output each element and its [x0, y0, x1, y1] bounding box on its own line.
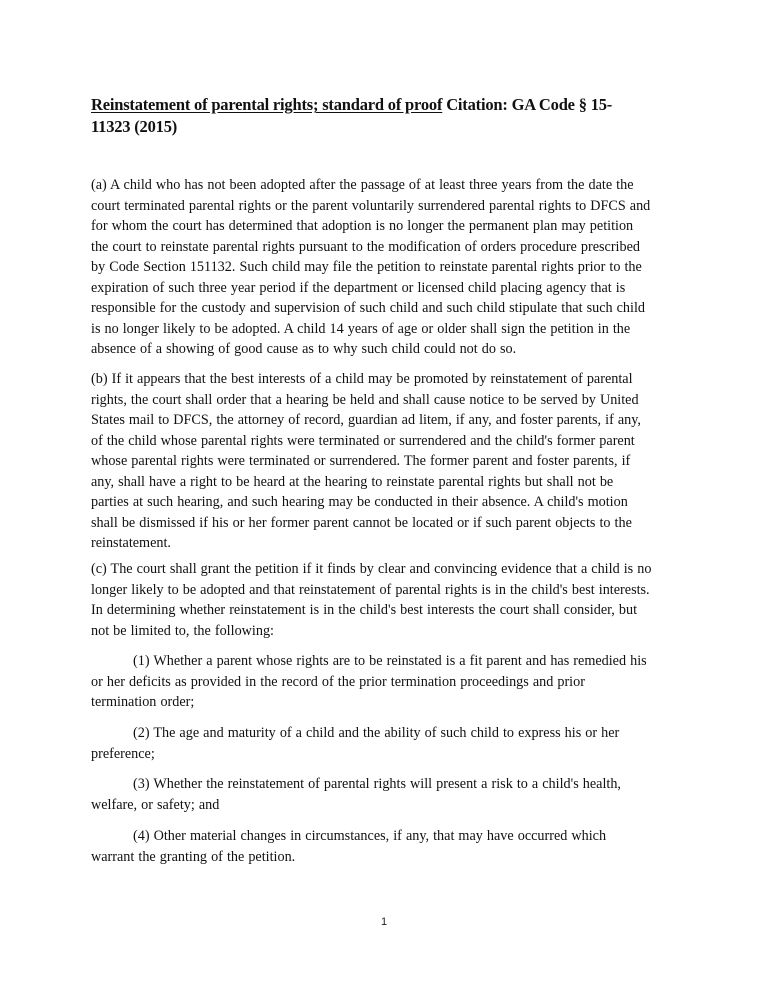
section-a-line: court terminated parental rights or the parent voluntarily surrendered parental rights to DFCS and	[91, 197, 651, 214]
section-c-line: (c) The court shall grant the petition if it finds by clear and convincing evidence that a child is no	[91, 561, 652, 577]
section-a-line: is no longer likely to be adopted. A child 14 years of age or older shall sign the petition in the	[91, 320, 631, 337]
section-a-line: absence of a showing of good cause as to why such child could not do so.	[91, 341, 517, 357]
section-a-paragraph	[91, 175, 681, 360]
item-3-line: welfare, or safety; and	[91, 796, 220, 813]
item-2-line	[91, 723, 681, 744]
item-2-paragraph	[91, 723, 681, 764]
section-a-line: expiration of such three year period if the department or licensed child placing agency that is	[91, 279, 626, 296]
section-c-paragraph	[91, 559, 681, 641]
item-1-line-text: (1) Whether a parent whose rights are to be reinstated is a fit parent and has remedied his	[133, 653, 647, 669]
heading-citation-part2: 11323 (2015)	[91, 117, 178, 136]
section-b-line: rights, the court shall order that a hearing be held and shall cause notice to be served by United	[91, 391, 639, 408]
item-1-line: termination order;	[91, 694, 195, 710]
item-4-line-text: (4) Other material changes in circumstances, if any, that may have occurred which	[133, 828, 607, 844]
section-b-line: of the child whose parental rights were terminated or surrendered and the child's former parent	[91, 432, 635, 449]
heading-citation-part1: Citation: GA Code § 15-	[446, 95, 613, 114]
document-heading	[91, 94, 691, 138]
section-a-line: responsible for the custody and supervision of such child and such child stipulate that such child	[91, 300, 646, 316]
section-c-line: not be limited to, the following:	[91, 622, 274, 639]
section-b-line: shall be dismissed if his or her former parent cannot be located or if such parent objects to the	[91, 514, 632, 531]
item-3-paragraph	[91, 774, 681, 815]
section-b-line: whose parental rights were terminated or surrendered. The former parent and foster parents, if	[91, 453, 631, 469]
item-1-line	[91, 651, 681, 672]
item-1-paragraph	[91, 651, 681, 713]
item-2-line: preference;	[91, 745, 155, 762]
item-3-line-text: (3) Whether the reinstatement of parental rights will present a risk to a child's health,	[133, 776, 621, 792]
section-a-line: by Code Section 151132. Such child may file the petition to reinstate parental rights prior to the	[91, 259, 642, 275]
heading-title: Reinstatement of parental rights; standard of proof	[91, 95, 443, 114]
item-2-line-text: (2) The age and maturity of a child and the ability of such child to express his or her	[133, 725, 620, 741]
section-b-line: (b) If it appears that the best interests of a child may be promoted by reinstatement of parental	[91, 371, 633, 387]
section-a-line: (a) A child who has not been adopted after the passage of at least three years from the date the	[91, 177, 634, 193]
item-4-line	[91, 826, 681, 847]
section-c-line: longer likely to be adopted and that reinstatement of parental rights is in the child's best interests.	[91, 581, 650, 598]
section-b-line: any, shall have a right to be heard at the hearing to reinstate parental rights but shall not be	[91, 473, 614, 490]
section-b-line: States mail to DFCS, the attorney of record, guardian ad litem, if any, and foster parents, if any,	[91, 412, 641, 428]
item-1-line: or her deficits as provided in the record of the prior termination proceedings and prior	[91, 673, 585, 690]
item-4-paragraph	[91, 826, 681, 867]
section-b-paragraph	[91, 369, 681, 554]
section-b-line: parties at such hearing, and such hearing may be conducted in their absence. A child's motion	[91, 494, 628, 510]
section-a-line: for whom the court has determined that adoption is no longer the permanent plan may petition	[91, 218, 634, 234]
section-c-line: In determining whether reinstatement is in the child's best interests the court shall consider, but	[91, 602, 638, 618]
item-3-line	[91, 774, 681, 795]
section-b-line: reinstatement.	[91, 535, 171, 551]
item-4-line: warrant the granting of the petition.	[91, 848, 296, 865]
section-a-line: the court to reinstate parental rights pursuant to the modification of orders procedure prescribed	[91, 238, 640, 255]
page-number: 1	[380, 916, 388, 928]
